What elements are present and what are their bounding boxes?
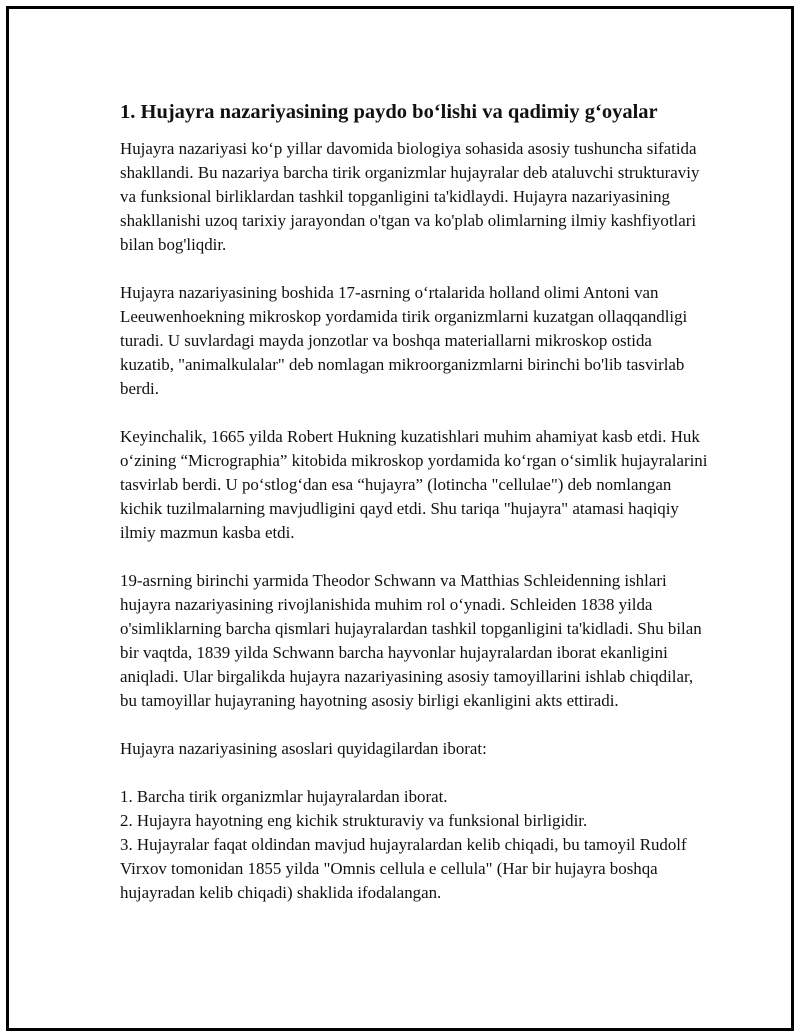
list-item: 1. Barcha tirik organizmlar hujayralardan iborat.: [120, 787, 448, 806]
principles-list: [120, 785, 710, 905]
paragraph-leeuwenhoek: Hujayra nazariyasining boshida 17-asrning oʻrtalarida holland olimi Antoni van Leeuwenhoekning mikroskop yordamida tirik organizmlarni kuzatgan ollaqqandligi turadi. U suvlardagi mayda jonzotlar va boshqa materiallarni mikroskop ostida kuzatib, "animalkulalar" deb nomlagan mikroorganizmlarni birinchi bo'lib tasvirlab berdi.: [120, 283, 688, 398]
section-heading: 1. Hujayra nazariyasining paydo boʻlishi va qadimiy gʻoyalar: [120, 101, 658, 123]
paragraph-hooke: Keyinchalik, 1665 yilda Robert Hukning kuzatishlari muhim ahamiyat kasb etdi. Huk oʻzining “Micrographia” kitobida mikroskop yordamida koʻrgan oʻsimlik hujayralarini tasvirlab berdi. U poʻstlogʻdan esa “hujayra” (lotincha "cellulae") deb nomlangan kichik tuzilmalarning mavjudligini qayd etdi. Shu tariqa "hujayra" atamasi haqiqiy ilmiy mazmun kasba etdi.: [120, 427, 708, 542]
paragraph-schwann-schleiden: 19-asrning birinchi yarmida Theodor Schwann va Matthias Schleidenning ishlari hujayra nazariyasining rivojlanishida muhim rol oʻynadi. Schleiden 1838 yilda o'simliklarning barcha qismlari hujayralardan tashkil topganligini ta'kidladi. Shu bilan bir vaqtda, 1839 yilda Schwann barcha hayvonlar hujayralardan iborat ekanligini aniqladi. Ular birgalikda hujayra nazariyasining asosiy tamoyillarini ishlab chiqdilar, bu tamoyillar hujayraning hayotning asosiy birligi ekanligini akts ettiradi.: [120, 571, 702, 710]
document-body: [120, 99, 710, 905]
page-frame: [6, 6, 794, 1031]
list-item: 2. Hujayra hayotning eng kichik strukturaviy va funksional birligidir.: [120, 811, 588, 830]
paragraph-intro: Hujayra nazariyasi koʻp yillar davomida biologiya sohasida asosiy tushuncha sifatida shakllandi. Bu nazariya barcha tirik organizmlar hujayralar deb ataluvchi strukturaviy va funksional birliklardan tashkil topganligini ta'kidlaydi. Hujayra nazariyasining shakllanishi uzoq tarixiy jarayondan o'tgan va ko'plab olimlarning ilmiy kashfiyotlari bilan bog'liqdir.: [120, 139, 700, 254]
paragraph-principles-intro: Hujayra nazariyasining asoslari quyidagilardan iborat:: [120, 739, 487, 758]
list-item: 3. Hujayralar faqat oldindan mavjud hujayralardan kelib chiqadi, bu tamoyil Rudolf Virxov tomonidan 1855 yilda "Omnis cellula e cellula" (Har bir hujayra boshqa hujayradan kelib chiqadi) shaklida ifodalangan.: [120, 835, 687, 902]
